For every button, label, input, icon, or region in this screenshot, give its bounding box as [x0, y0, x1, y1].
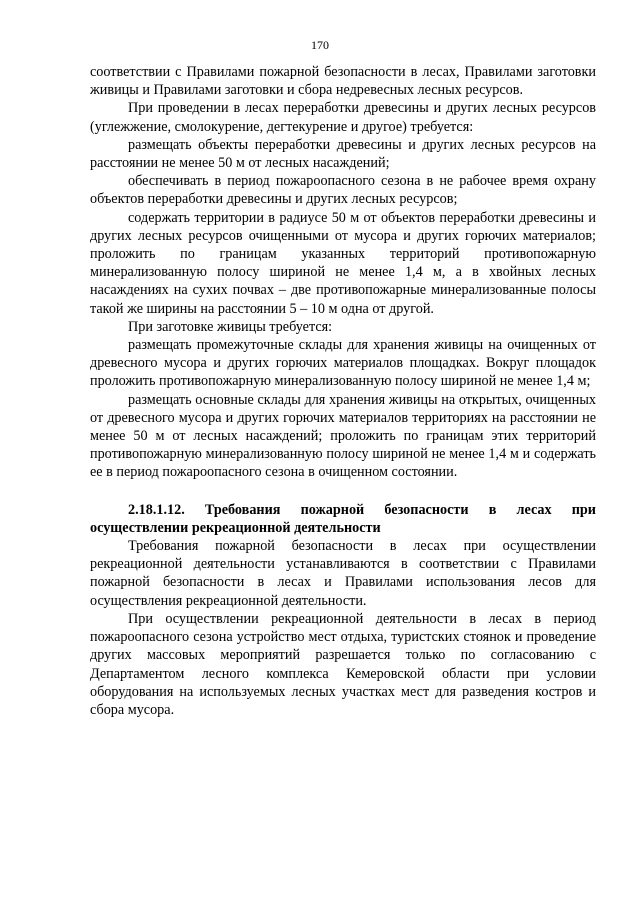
paragraph: При осуществлении рекреационной деятельности в лесах в период пожароопасного сезона устройство мест отдыха, туристских стоянок и проведение других массовых мероприятий разрешается только по согласованию с Департаментом лесного комплекса Кемеровской области при условии оборудования на используемых лесных участках мест для разведения костров и сбора мусора. [90, 610, 596, 718]
paragraph: размещать промежуточные склады для хранения живицы на очищенных от древесного мусора и других горючих материалов площадках. Вокруг площадок проложить противопожарную минерализованную полосу шириной не менее 1,4 м; [90, 337, 596, 390]
paragraph: соответствии с Правилами пожарной безопасности в лесах, Правилами заготовки живицы и Правилами заготовки и сбора недревесных лесных ресурсов. [90, 64, 596, 99]
page-number: 170 [311, 38, 329, 52]
paragraph: При заготовке живицы требуется: [128, 318, 333, 335]
paragraph: размещать объекты переработки древесины и других лесных ресурсов на расстоянии не менее 50 м от лесных насаждений; [90, 136, 596, 172]
section-heading: 2.18.1.12. Требования пожарной безопасности в лесах при осуществлении рекреационной деятельности [90, 501, 596, 536]
paragraph: содержать территории в радиусе 50 м от объектов переработки древесины и других лесных ресурсов очищенными от мусора и других горючих материалов; проложить по границам указанных территорий противопожарную минерализованную полосу шириной не менее 1,4 м, а в хвойных лесных насаждениях на сухих почвах – две противопожарные минерализованные полосы такой же ширины на расстоянии 5 – 10 м одна от другой. [90, 209, 596, 317]
paragraph: обеспечивать в период пожароопасного сезона в не рабочее время охрану объектов переработки древесины и других лесных ресурсов; [90, 173, 596, 208]
paragraph: Требования пожарной безопасности в лесах при осуществлении рекреационной деятельности устанавливаются в соответствии с Правилами пожарной безопасности в лесах и Правилами использования лесов для осуществления рекреационной деятельности. [90, 538, 596, 609]
paragraph: При проведении в лесах переработки древесины и других лесных ресурсов (углежжение, смолокурение, дегтекурение и другое) требуется: [90, 100, 596, 135]
paragraph: размещать основные склады для хранения живицы на открытых, очищенных от древесного мусора и других горючих материалов территориях на расстоянии не менее 50 м от лесных насаждений; проложить по границам этих территорий противопожарную минерализованную полосу шириной не менее 1,4 м и содержать ее в период пожароопасного сезона в очищенном состоянии. [90, 391, 596, 481]
page-body [90, 63, 596, 719]
